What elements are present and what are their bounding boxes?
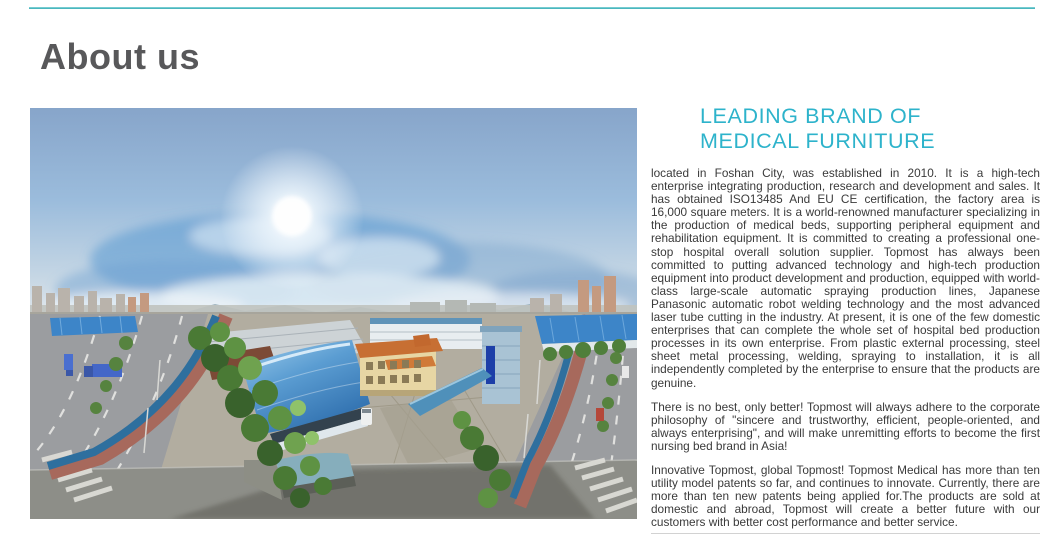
section-title-line2: MEDICAL FURNITURE [700, 129, 936, 153]
about-paragraph-2: There is no best, only better! Topmost will always adhere to the corporate philosophy of "sincere and trustworthy, efficient, people-oriented, and always enterprising", and will make unremitting efforts to become the first nursing bed brand in Asia! [651, 399, 1040, 453]
top-divider [29, 7, 1035, 9]
factory-panorama-illustration [30, 108, 637, 519]
section-title-line1: LEADING BRAND OF [700, 104, 922, 128]
factory-panorama-photo [30, 108, 637, 519]
about-paragraph-3: Innovative Topmost, global Topmost! Topmost Medical has more than ten utility model patents so far, and continues to innovate. Currently, there are more than ten new patents being applied for.The products are sold at domestic and abroad, Topmost will create a better future with our customers with better cost performance and better service. [651, 462, 1040, 530]
page-title: About us [40, 36, 200, 77]
about-paragraph-1: located in Foshan City, was established in 2010. It is a high-tech enterprise integrating production, research and development and sales. It has obtained ISO13485 And EU CE certification, the factory area is 16,000 square meters. It is a world-renowned manufacturer specializing in the production of medical beds, supporting peripheral equipment and rehabilitation equipment. It is committed to creating a professional one-stop hospital overall solution supplier. Topmost has always been committed to putting advanced technology and high-tech production equipment into product development and production, equipped with world-class large-scale automatic spraying production lines, Japanese Panasonic automatic robot welding technology and the most advanced laser tube cutting in the industry. At present, it is one of the few domestic enterprises that can complete the whole set of hospital bed production processes in its own enterprise. From plastic external processing, steel sheet metal processing, welding, spraying to installation, it is all independently completed by the enterprise to ensure that the products are genuine. [651, 166, 1040, 390]
about-text-column [651, 104, 1040, 534]
section-title [700, 104, 1040, 154]
